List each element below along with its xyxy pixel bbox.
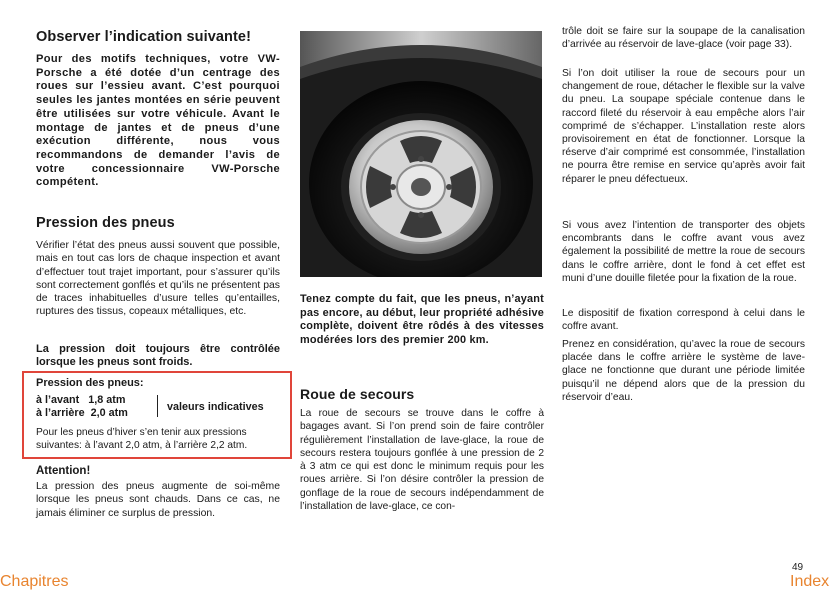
attention-title: Attention!	[36, 465, 91, 477]
page-number: 49	[792, 562, 804, 573]
wheel-photo-icon	[300, 31, 542, 277]
pressure-box	[22, 371, 292, 459]
chapters-link[interactable]: Chapitres	[0, 573, 69, 590]
col3-para-1: trôle doit se faire sur la soupape de la canalisation d’arrivée au réservoir de lave-glace (voir page 33).	[562, 26, 805, 51]
box-front: à l’avant 1,8 atm	[36, 394, 126, 406]
observe-text: Pour des motifs techniques, votre VW-Porsche a été dotée d’un centrage des roues sur l’essieu avant. C’est pourquoi seules les jantes montées en série peuvent être utilisées sur votre véhicule. Avant le montage de jantes et de pneus d’une exécution différente, nous vous recommandons de demander l’avis de votre concessionnaire VW-Porsche compétent.	[36, 53, 280, 189]
pressure-text: Vérifier l’état des pneus aussi souvent que possible, mais en tout cas lors de chaque inspection et avant d’effectuer tout trajet important, pour s’assurer qu’ils sont correctement gonflés et qu’ils ne présentent pas de traces inhabituelles d’usure telles qu’entailles, ruptures des tissus, copeaux métalliques, etc.	[36, 240, 280, 318]
heading-observe: Observer l’indication suivante!	[36, 29, 252, 45]
wheel-photo	[300, 31, 542, 277]
col3-para-3: Si vous avez l’intention de transporter des objets encombrants dans le coffre avant vous avez également la possibilité de mettre la roue de secours dans le coffre arrière, dont le fond à cet effet est muni d’une douille filetée pour la fixation de la roue.	[562, 220, 805, 284]
box-indicative: valeurs indicatives	[167, 401, 264, 413]
box-winter: Pour les pneus d’hiver s’en tenir aux pressions suivantes: à l’avant 2,0 atm, à l’arrière 2,2 atm.	[36, 427, 248, 451]
heading-spare: Roue de secours	[300, 386, 415, 402]
box-title: Pression des pneus:	[36, 377, 144, 389]
col3-para-5: Prenez en considération, qu’avec la roue de secours placée dans le coffre arrière le système de lave-glace ne fonctionne que durant une période limitée puisqu’il ne dépend alors que de la pression du réservoir d’eau.	[562, 339, 805, 403]
break-in-note: Tenez compte du fait, que les pneus, n’ayant pas encore, au début, leur propriété adhésive complète, doivent être rôdés à des vitesses modérées lors des premier 200 km.	[300, 293, 544, 346]
heading-pressure: Pression des pneus	[36, 215, 175, 231]
brace-icon	[157, 395, 164, 417]
spare-text: La roue de secours se trouve dans le coffre à bagages avant. Si l’on prend soin de faire contrôler régulièrement l’installation de lave-glace, la roue de secours restera toujours gonflée à une pression de 2 à 3 atm ce qui est donc le minimum requis pour les roues arrière. Si l’on désire contrôler la pression de gonflage de la roue de secours indépendamment de l’installation de lave-glace, ce con-	[300, 408, 544, 513]
attention-text: La pression des pneus augmente de soi-même lorsque les pneus sont chauds. Dans ce cas, ne jamais éliminer ce surplus de pression.	[36, 481, 280, 519]
pressure-bold-note: La pression doit toujours être contrôlée lorsque les pneus sont froids.	[36, 343, 280, 369]
col3-para-4: Le dispositif de fixation correspond à celui dans le coffre avant.	[562, 308, 805, 333]
index-link[interactable]: Index	[790, 573, 830, 590]
col3-para-2: Si l’on doit utiliser la roue de secours pour un changement de roue, détacher le flexible sur la valve du pneu. La soupape spéciale contenue dans le raccord fileté du réservoir à eau empêche alors l’air comprimé de s’échapper. L’installation reste alors provisoirement en état de fonctionner. Lorsque la réserve d’air comprimé est consommée, l’installation ne pourra être remise en service qu’après avoir fait réparer le pneu défectueux.	[562, 68, 805, 185]
box-rear: à l’arrière 2,0 atm	[36, 407, 128, 419]
